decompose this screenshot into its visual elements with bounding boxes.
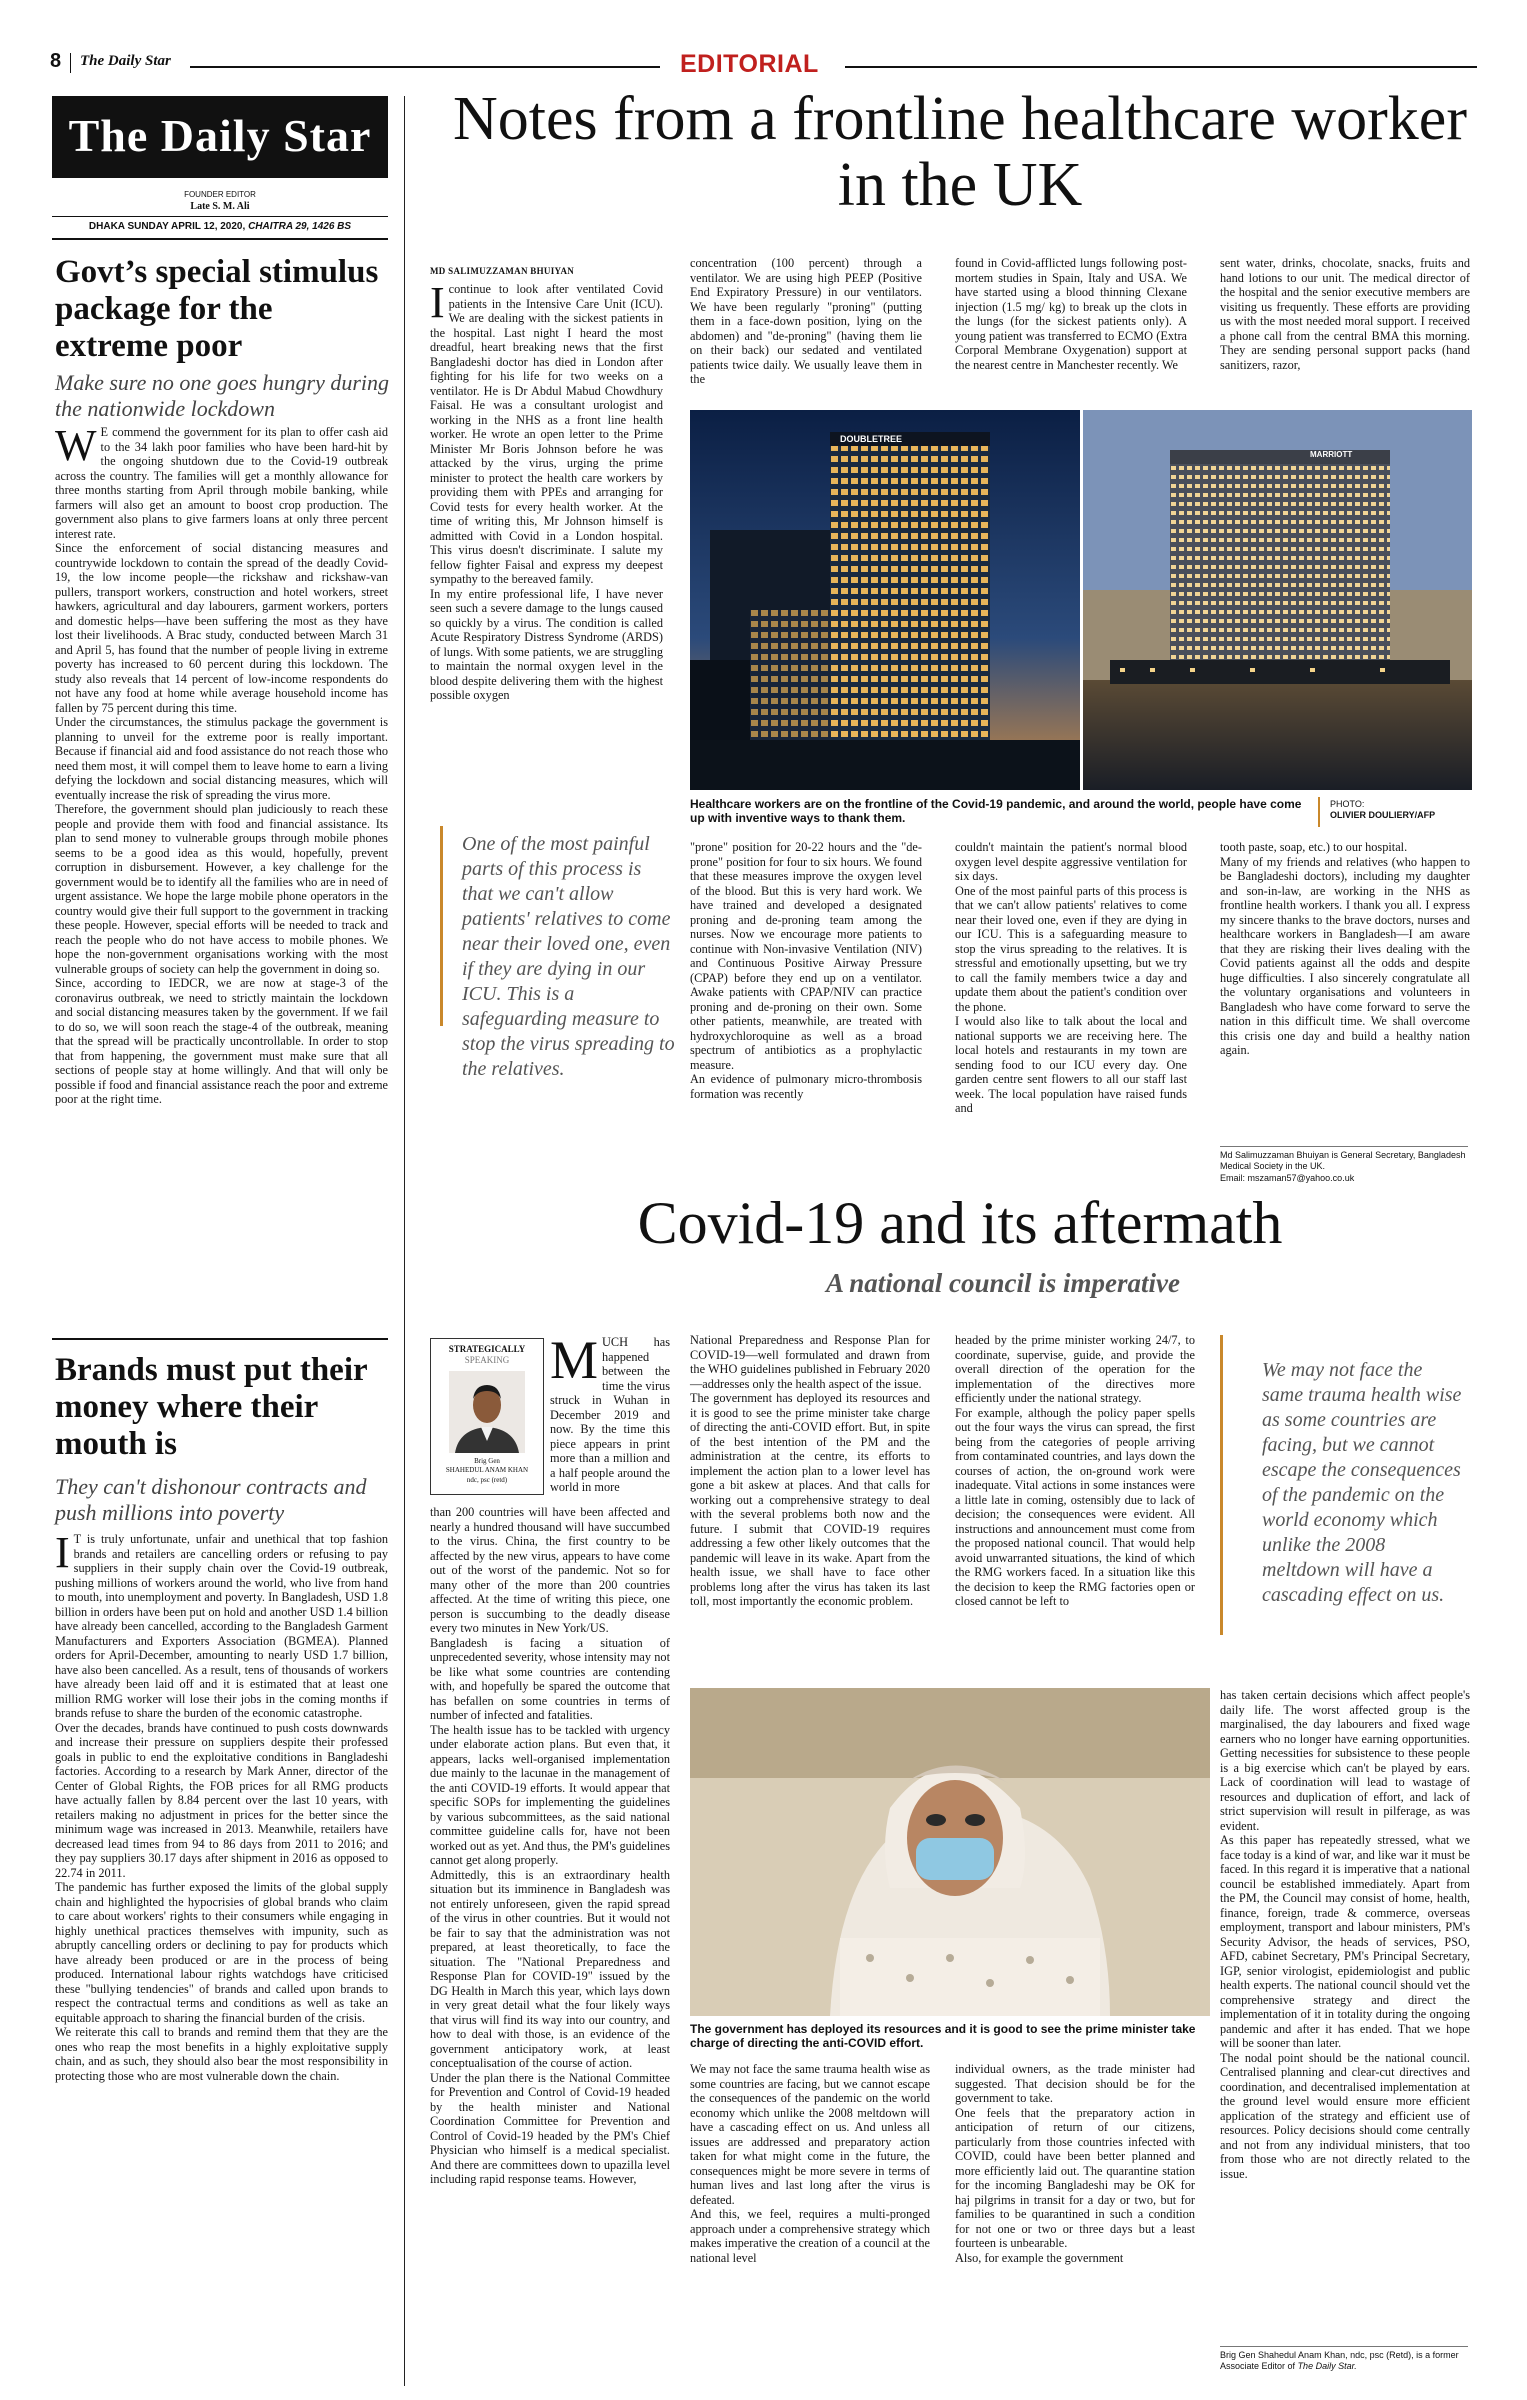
article2-dropcap: M	[550, 1330, 599, 1390]
building-sign-right: MARRIOTT	[1310, 450, 1353, 459]
article2-author-rule	[1220, 2346, 1468, 2347]
top-rule-left	[190, 66, 660, 68]
article1-col4: sent water, drinks, chocolate, snacks, fruits and hand lotions to our unit. The medical director of the hospital and the senior executive members are visiting us frequently. These efforts are providing us with the most needed moral support. I received a phone call from the central BMA this morning. They are sending personal support packs (hand sanitizers, razor,	[1220, 256, 1470, 372]
article1-col3: found in Covid-afflicted lungs following post-mortem studies in Spain, Italy and USA. We have started using a blood thinning Clexane injection (1.5 mg/ kg) to break up the clots in the lungs (for the sickest patients only). A young patient was transferred to ECMO (Extra Corporal Membrane Oxygenation) support at the nearest centre in Manchester recently. We	[955, 256, 1187, 372]
article1-pullquote: One of the most painful parts of this process is that we can't allow patients' relatives to come near their loved one, even if they are dying in our ICU. This is a safeguarding measure to stop the virus spreading to the relatives.	[462, 833, 675, 1080]
article1-col1: continue to look after ventilated Covid patients in the Intensive Care Unit (ICU). We are dealing with the sickest patients in the hospital. Last night I heard the most dreadful, heart breaking news that the first Bangladeshi doctor has died in London after fighting for his life for two weeks on a ventilator. He is Dr Abdul Mabud Chowdhury Faisal. He was a consultant urologist and working in the NHS as a front line health worker. He wrote an open letter to the Prime Minister Mr Boris Johnson before he was attacked by the virus, urging the prime minister to protect the health care workers by providing them with PPEs and arranging for Covid tests for every health worker. At the time of writing this, Mr Johnson himself is admitted with Covid in a London hospital. This virus doesn't discriminate. I salute my fellow fighter Faisal and express my deepest sympathy to the bereaved family. In my entire professional life, I have never seen such a severe damage to the lungs caused so quickly by a virus. The condition is called Acute Respiratory Distress Syndrome (ARDS) of lungs. With some patients, we are struggling to maintain the normal oxygen level in the blood despite delivering them with the highest possible oxygen	[430, 282, 663, 702]
article1-col2b: "prone" position for 20-22 hours and the "de-prone" position for four to six hours. We found that these measures improve the oxygen level of the blood. But this is very hard work. We have trained and developed a designated proning and de-proning team among the nurses. Now we encourage more patients to continue with Non-invasive Ventilation (NIV) and Continuous Positive Airway Pressure (CPAP) before they end up on a ventilator. Awake patients with CPAP/NIV can practice proning and de-proning on their own. Some other patients, meanwhile, are treated with hydroxychloroquine as well as a broad spectrum of antibiotics as a prophylactic measure. An evidence of pulmonary micro-thrombosis formation was recently	[690, 840, 922, 1101]
article2-col1b: than 200 countries will have been affected and nearly a hundred thousand will have succumbed to the virus. China, the first country to be affected by the new virus, appears to have come out of the worst of the pandemic. Not so for many other of the more than 200 countries affected. At the time of writing this piece, one person is succumbing to the deadly disease every two minutes in New York/US. Bangladesh is facing a situation of unprecedented severity, whose intensity may not be like what some countries are contending with, and hopefully be spared the outcome that has befallen on some countries in terms of number of infected and fatalities. The health issue has to be tackled with urgency under elaborate action plans. But even that, it appears, lacks well-organised implementation due mainly to the lacunae in the management of the anti COVID-19 efforts. It would appear that specific SOPs for implementing the guidelines by various subcommittees, as the said national committee guideline calls for, have not been worked out as yet. And thus, the PM's guidelines cannot get along properly. Admittedly, this is an extraordinary health situation but its imminence in Bangladesh was not entirely unforeseen, given the rapid spread of the virus in other countries. But it would not be fair to say that the administration was not prepared, at least theoretically, to face the situation. The "National Preparedness and Response Plan for COVID-19" issued by the DG Health in March this year, which lays down in very great detail what the four likely ways that virus will find its way into our country, and how to deal with those, is an evidence of the government anticipatory work, at least conceptualisation of the course of action. Under the plan there is the National Committee for Prevention and Control of Covid-19 headed by the health minister and National Coordination Committee for Prevention and Control of Covid-19 headed by the PM's Chief Physician who himself is a medical specialist. And there are committees down to upazilla level including rapid response teams. However,	[430, 1505, 670, 2186]
author-line-2: SHAHEDUL ANAM KHAN	[445, 1466, 529, 1474]
article2-col1a-wrap	[550, 1330, 670, 1503]
editorial2-dropcap: I	[55, 1528, 70, 1577]
author-line-3: ndc, psc (retd)	[466, 1476, 508, 1484]
dateline-rule-top	[52, 216, 388, 217]
page-divider	[70, 53, 71, 73]
article2-photo-caption: The government has deployed its resources and it is good to see the prime minister take charge of directing the anti-COVID effort.	[690, 2022, 1196, 2050]
editorial1-deck: Make sure no one goes hungry during the nationwide lockdown	[55, 370, 390, 421]
author-line-1: Brig Gen	[474, 1457, 500, 1465]
author-photo	[449, 1371, 525, 1453]
column-logo-box	[430, 1338, 544, 1495]
article1-col2: concentration (100 percent) through a ventilator. We are using high PEEP (Positive End Expiratory Pressure) in our ventilators. We have been regularly "proning" (putting them in a face-down position, lying on the abdomen) and "de-proning" (having them lie on their back) our sedated and ventilated patients twice daily. We usually leave them in the	[690, 256, 922, 386]
dateline-bangla: CHAITRA 29, 1426 BS	[248, 221, 352, 232]
left-column-rule	[404, 96, 405, 2386]
article1-photo-caption: Healthcare workers are on the frontline of the Covid-19 pandemic, and around the world, people have come up with inventive ways to thank them.	[690, 797, 1302, 825]
section-label: EDITORIAL	[680, 50, 819, 78]
editorial-divider	[52, 1338, 388, 1340]
author-portrait	[449, 1371, 525, 1453]
dateline-date: DHAKA SUNDAY APRIL 12, 2020,	[88, 221, 246, 232]
article2-pullquote: We may not face the same trauma health wise as some countries are facing, but we cannot escape the consequences of the pandemic on the world economy which unlike the 2008 meltdown will have a cascading effect on us.	[1262, 1359, 1462, 1606]
top-bar	[0, 0, 1527, 90]
article1-pullquote-bar	[440, 826, 443, 1026]
column-label-1: STRATEGICALLY	[448, 1344, 526, 1354]
dateline-rule-bottom	[52, 238, 388, 240]
photo-credit-bar	[1318, 797, 1320, 827]
masthead-box	[52, 96, 388, 178]
masthead-logo: The Daily Star	[68, 110, 372, 161]
article2-author-note-paper: The Daily Star.	[1297, 2361, 1357, 2371]
article1-headline: Notes from a frontline healthcare worker in the UK	[453, 85, 1467, 219]
article1-photo	[690, 410, 1472, 790]
article2-col4b: has taken certain decisions which affect people's daily life. The worst affected group is the marginalised, the day labourers and fixed wage earners who no longer have earning opportunities. Getting necessities for subsistence to these people is a big exercise which can't be played by ears. Lack of coordination will lead to wastage of resources and duplication of effort, and lack of strict supervision will result in pilferage, as was evident. As this paper has repeatedly stressed, what we face today is a kind of war, and like war it must be faced. In this regard it is imperative that a national council be established immediately. Apart from the PM, the Council may consist of home, health, finance, foreign, trade & commerce, overseas employment, transport and labour ministers, PM's Security Advisor, the heads of services, PSO, AFD, cabinet Secretary, PM's Principal Secretary, IGP, senior virologist, epidemiologist and public health experts. The national council should vet the comprehensive strategy and direct the implementation of it in totality during the ongoing pandemic and after it has ended. That we hope will be sooner than later. The nodal point should be the national council. Centralised planning and clear-cut directives and coordination, and decentralised implementation at the ground level would ensure more efficient application of the strategy and efficient use of resources. Policy decisions should come centrally and not from any individual ministers, that too from those who are not directly related to the issue.	[1220, 1688, 1470, 2181]
editorial2-deck: They can't dishonour contracts and push millions into poverty	[55, 1474, 367, 1525]
article1-author-note: Md Salimuzzaman Bhuiyan is General Secretary, Bangladesh Medical Society in the UK.	[1220, 1150, 1466, 1171]
top-rule-right	[845, 66, 1477, 68]
article1-dropcap: I	[430, 278, 445, 327]
editorial2-headline: Brands must put their money where their mouth is	[55, 1352, 368, 1462]
article1-col4b: tooth paste, soap, etc.) to our hospital. Many of my friends and relatives (who happen to be Bangladeshi doctors), including my daughter and son-in-law, are working in the NHS as frontline health workers. I thank you all. I express my sincere thanks to the brave doctors, nurses and healthcare workers in Bangladesh—I am aware that they are risking their lives dealing with the Covid patients against all the odds and despite huge difficulties. I also sincerely congratulate all the voluntary organisations and volunteers in Bangladesh who have come forward to serve the nation in this difficult time. We shall overcome this crisis one day and build a healthy nation again.	[1220, 840, 1470, 1057]
founder-label: FOUNDER EDITOR	[184, 190, 256, 199]
editorial2-body-wrap	[55, 1528, 388, 2372]
article2-photo	[690, 1688, 1210, 2016]
article1-byline: MD SALIMUZZAMAN BHUIYAN	[430, 266, 575, 276]
article2-pullquote-bar	[1220, 1335, 1223, 1635]
page-number: 8	[50, 50, 62, 72]
photo-credit: OLIVIER DOULIERY/AFP	[1330, 810, 1436, 820]
article1-author-email: Email: mszaman57@yahoo.co.uk	[1220, 1173, 1355, 1183]
article1-col3b: couldn't maintain the patient's normal blood oxygen level despite aggressive ventilation for six days. One of the most painful parts of this process is that we can't allow patients' relatives to come near their loved one, even if they are dying in our ICU. This is a safeguarding measure to stop the virus spreading to the relatives. It is stressful and emotionally upsetting, but we try to call the family members twice a day and update them about the patient's condition over the phone. I would also like to talk about the local and national supports we are receiving here. The local hotels and restaurants in my town are sending food to our ICU every day. One garden centre sent flowers to all our staff last week. The local population have raised funds and	[955, 840, 1187, 1115]
editorial1-dropcap: W	[55, 421, 97, 470]
building-sign-left: DOUBLETREE	[840, 434, 903, 444]
article1-col1-wrap	[430, 278, 663, 792]
article2-author-note	[1220, 2350, 1470, 2372]
article2-col2a: National Preparedness and Response Plan for COVID-19—well formulated and drawn from the WHO guidelines published in February 2020—addresses only the health aspect of the issue. The government has deployed its resources and it is good to see the prime minister take charge of directing the anti-COVID effort. But, in spite of the best intention of the PM and the administration at the centre, its efforts to implement the action plan to a lower level has gone a bit askew at places. And that calls for working out a comprehensive strategy to deal with the several problems both now and the future. I submit that COVID-19 requires addressing a few other likely outcomes that the pandemic will leave in its wake. Apart from the health issue, we shall have to face other problems long after the virus has taken its last toll, most importantly the economic problem.	[690, 1333, 930, 1608]
article2-col1a: UCH has happened between the time the virus struck in Wuhan in December 2019 and now. By the time this piece appears in print more than a million and a half people around the world in more	[550, 1335, 670, 1494]
founder-name: Late S. M. Ali	[190, 201, 250, 212]
article2-col3a: headed by the prime minister working 24/7, to coordinate, supervise, guide, and provide the overall direction of the operation for the implementation of the directives more efficiently under the national strategy. For example, although the policy paper spells out the four ways the virus can spread, the first being from the categories of people arriving from contaminated countries, and lays down the courses of action, the on-ground work were inadequate. Vital actions in some instances were a little late in coming, ostensibly due to lack of decision; the consequences were evident. All instructions and announcement must come from the proposed national council. That would help avoid unwarranted situations, the kind of which the RMG workers faced. In a situation like this the decision to keep the RMG factories open or closed cannot be left to	[955, 1333, 1195, 1608]
article2-deck: A national council is imperative	[825, 1268, 1180, 1298]
editorial2-body: T is truly unfortunate, unfair and unethical that top fashion brands and retailers are cancelling orders or refusing to pay suppliers in their supply chain over the Covid-19 outbreak, pushing millions of workers around the world, who live from hand to mouth, into unemployment and poverty. In Bangladesh, USD 1.8 billion in orders have been put on hold and another USD 1.4 billion have already been cancelled, according to the Bangladesh Garment Manufacturers and Exporters Association (BGMEA). Planned orders for April-December, amounting to nearly USD 1.7 billion, have also been cancelled. As a result, tens of thousands of workers have already been laid off and it is estimated that at least one million RMG worker will lose their jobs in the coming months if brands refuse to share the burden of the economic catastrophe. Over the decades, brands have continued to push costs downwards and increase their pressure on suppliers despite their professed goals in public to end the exploitative conditions in Bangladeshi factories. According to a research by Mark Anner, director of the Center of Global Rights, the FOB prices for all RMG products have actually fallen by 8.84 percent over the last 10 years, with retailers making no adjustment in prices for the better since the minimum wage was increased in 2013. Meanwhile, retailers have decreased lead times from 94 to 86 days from 2011 to 2016; and they pay suppliers 30.17 days after shipment in 2016 as opposed to 22.74 in 2011. The pandemic has further exposed the limits of the global supply chain and highlighted the hypocrisies of global brands who claim to care about workers' rights to their consumers while engaging in highly unethical practices themselves with impunity, such as abruptly cancelling orders or declining to pay for products which have already been produced or are in the process of being produced. International labour rights watchdogs have criticised these "bullying tendencies" of brands and called upon brands to respect the contractual terms and conditions as well as take an equitable approach to sharing the financial burden of the crisis. We reiterate this call to brands and remind them that they are the ones who reap the most benefits in a highly exploitative supply chain, and as such, they should also bear the most responsibility in protecting those who are most vulnerable down the chain.	[55, 1532, 388, 2083]
photo-label: PHOTO:	[1330, 799, 1365, 809]
prime-minister-photo-illustration	[690, 1688, 1210, 2016]
paper-name-small: The Daily Star	[80, 53, 171, 69]
author-note-rule	[1220, 1146, 1468, 1147]
article2-col3b: individual owners, as the trade minister had suggested. That decision should be for the government to take. One feels that the preparatory action in anticipation of return of our citizens, particularly from those countries infected with COVID, could have been better planned and more efficiently laid out. The quarantine station for the incoming Bangladeshi may be OK for haj pilgrims in transit for a day or two, but for families to be quarantined in such a condition for not one or two or three days but a least fourteen is unbearable. Also, for example the government	[955, 2062, 1195, 2265]
editorial1-body-wrap	[55, 421, 388, 1327]
column-label-2: SPEAKING	[464, 1355, 510, 1365]
editorial1-body: E commend the government for its plan to offer cash aid to the 34 lakh poor families who have been hard-hit by the ongoing shutdown due to the Covid-19 outbreak across the country. The families will get a monthly allowance for three months starting from April through mobile banking, while farmers will also get an amount to boost crop production. The government also plans to give farmers loans at only three percent interest rate. Since the enforcement of social distancing measures and countrywide lockdown to contain the spread of the deadly Covid-19, the low income people—the rickshaw and rickshaw-van pullers, transport workers, construction and hotel workers, street hawkers, agricultural and day labourers, garment workers, porters and domestic helps—have been suffering the most as they have lost their livelihoods. A Brac study, conducted between March 31 and April 5, has found that the number of people living in extreme poverty has increased to 60 percent during this lockdown. The study also reveals that 14 percent of low-income respondents do not have any food at home while average household income has fallen by 75 percent during this time. Under the circumstances, the stimulus package the government is planning to unveil for the extreme poor is really important. Because if financial aid and food assistance do not reach those who need them most, it will compel them to leave home to earn a living defying the lockdown and social distancing measures, which will eventually increase the risk of spreading the virus more. Therefore, the government should plan judiciously to reach these people and provide them with food and financial assistance. Its plan to send money to vulnerable groups through mobile phones seems to be a good idea as this would, hopefully, prevent corruption in disbursement. However, a key challenge for the government would be to identify all the families who are in need of urgent assistance. We hope the large mobile phone operators in the country would give their full support to the government in tracking these people. However, special efforts will be needed to track and reach the people who do not have access to mobile phones. We hope the non-government organisations working with the most vulnerable groups of society can help the government in doing so. Since, according to IEDCR, we are now at stage-3 of the coronavirus outbreak, we need to strictly maintain the lockdown and social distancing measures taken by the government. If we fail to do so, we will soon reach the stage-4 of the outbreak, meaning that the spread will be practically uncontrollable. In order to stop that from happening, the government must make sure that all sections of people stay at home willingly. And that will only be possible if food and financial assistance reach the poor and extreme poor at the right time.	[55, 425, 388, 1106]
article2-author-note-text: Brig Gen Shahedul Anam Khan, ndc, psc (Retd), is a former Associate Editor of	[1220, 2350, 1459, 2371]
night-buildings-illustration	[690, 410, 1472, 790]
article2-headline: Covid-19 and its aftermath	[637, 1190, 1283, 1256]
dateline	[52, 221, 388, 232]
editorial1-headline: Govt’s special stimulus package for the extreme poor	[55, 254, 379, 364]
article2-col2b: We may not face the same trauma health wise as some countries are facing, but we cannot escape the consequences of the pandemic on the world economy which unlike the 2008 meltdown will have a cascading effect on us. And unless all issues are addressed and preparatory action taken for what might come in the future, the consequences might be more severe in terms of human lives and last long after the virus is defeated. And this, we feel, requires a multi-pronged approach under a comprehensive strategy which makes imperative the creation of a council at the national level	[690, 2062, 930, 2265]
